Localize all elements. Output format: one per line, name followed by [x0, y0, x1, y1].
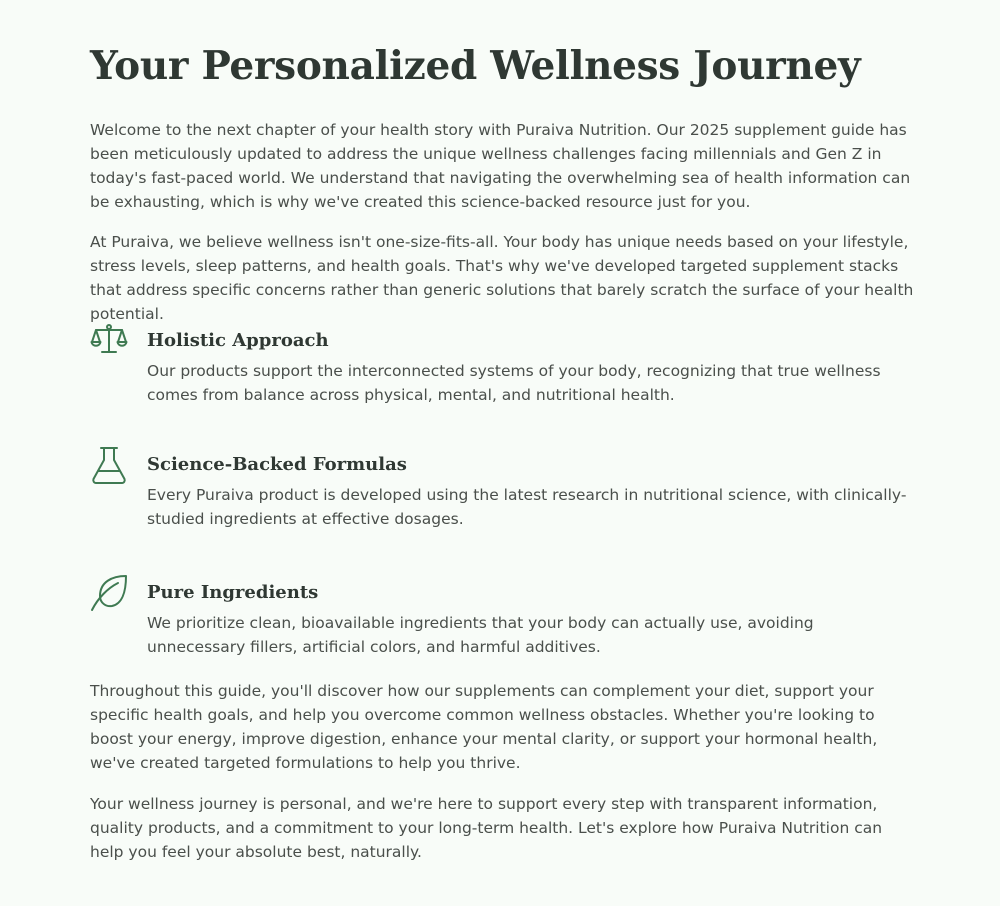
- feature-text: Every Puraiva product is developed using the latest research in nutritional science, with clinically-studied ingredients at effective dosages.: [147, 486, 907, 528]
- page-title: Your Personalized Wellness Journey: [90, 43, 861, 89]
- intro-paragraph-1: Welcome to the next chapter of your health story with Puraiva Nutrition. Our 2025 supplement guide has been meticulously updated to address the unique wellness challenges facing millennials and Gen Z in today's fast-paced world. We understand that navigating the overwhelming sea of health information can be exhausting, which is why we've created this science-backed resource just for you.: [90, 121, 911, 211]
- leaf-icon: [90, 574, 128, 612]
- feature-title: Science-Backed Formulas: [147, 454, 407, 475]
- feature-title: Pure Ingredients: [147, 582, 319, 603]
- scale-icon: [90, 322, 128, 360]
- feature-text: Our products support the interconnected systems of your body, recognizing that true wellness comes from balance across physical, mental, and nutritional health.: [147, 362, 881, 404]
- feature-title: Holistic Approach: [147, 330, 329, 351]
- flask-icon: [90, 446, 128, 484]
- intro-paragraph-2: At Puraiva, we believe wellness isn't one-size-fits-all. Your body has unique needs based on your lifestyle, stress levels, sleep patterns, and health goals. That's why we've developed targeted supplement stacks that address specific concerns rather than generic solutions that barely scratch the surface of your health potential.: [90, 233, 914, 323]
- feature-text: We prioritize clean, bioavailable ingredients that your body can actually use, avoiding unnecessary fillers, artificial colors, and harmful additives.: [147, 614, 814, 656]
- closing-paragraph-1: Throughout this guide, you'll discover how our supplements can complement your diet, support your specific health goals, and help you overcome common wellness obstacles. Whether you're looking to boost your energy, improve digestion, enhance your mental clarity, or support your hormonal health, we've created targeted formulations to help you thrive.: [90, 682, 878, 772]
- closing-paragraph-2: Your wellness journey is personal, and we're here to support every step with transparent information, quality products, and a commitment to your long-term health. Let's explore how Puraiva Nutrition can help you feel your absolute best, naturally.: [90, 795, 883, 861]
